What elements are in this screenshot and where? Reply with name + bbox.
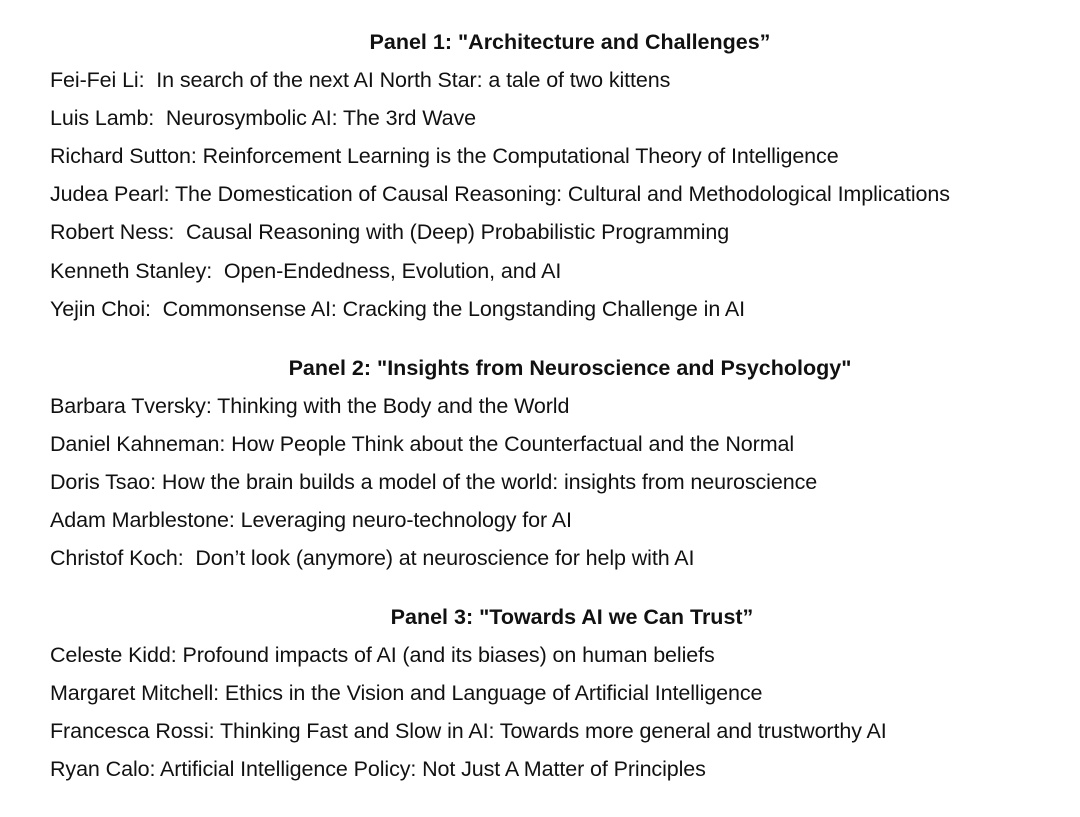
talk-item: Yejin Choi: Commonsense AI: Cracking the Longstanding Challenge in AI — [50, 297, 745, 321]
panel-1-title: Panel 1: "Architecture and Challenges” — [369, 30, 771, 54]
talk-item: Celeste Kidd: Profound impacts of AI (and its biases) on human beliefs — [50, 643, 715, 667]
talk-item: Daniel Kahneman: How People Think about the Counterfactual and the Normal — [50, 432, 795, 456]
talk-item: Barbara Tversky: Thinking with the Body and the World — [50, 394, 570, 418]
talk-item: Kenneth Stanley: Open-Endedness, Evolution, and AI — [50, 259, 562, 283]
panel-2-title: Panel 2: "Insights from Neuroscience and Psychology" — [288, 356, 852, 380]
talk-item: Ryan Calo: Artificial Intelligence Policy: Not Just A Matter of Principles — [50, 757, 706, 781]
talk-item: Francesca Rossi: Thinking Fast and Slow in AI: Towards more general and trustworthy AI — [50, 719, 887, 743]
talk-item: Fei-Fei Li: In search of the next AI North Star: a tale of two kittens — [50, 68, 671, 92]
panel-3-title: Panel 3: "Towards AI we Can Trust” — [390, 605, 754, 629]
talk-item: Doris Tsao: How the brain builds a model of the world: insights from neuroscience — [50, 470, 818, 494]
talk-item: Christof Koch: Don’t look (anymore) at neuroscience for help with AI — [50, 546, 695, 570]
talk-item: Judea Pearl: The Domestication of Causal Reasoning: Cultural and Methodological Implications — [50, 182, 950, 206]
talk-item: Robert Ness: Causal Reasoning with (Deep) Probabilistic Programming — [50, 220, 730, 244]
talk-item: Margaret Mitchell: Ethics in the Vision and Language of Artificial Intelligence — [50, 681, 763, 705]
talk-item: Adam Marblestone: Leveraging neuro-technology for AI — [50, 508, 572, 532]
talk-item: Richard Sutton: Reinforcement Learning is the Computational Theory of Intelligence — [50, 144, 839, 168]
talk-item: Luis Lamb: Neurosymbolic AI: The 3rd Wave — [50, 106, 476, 130]
